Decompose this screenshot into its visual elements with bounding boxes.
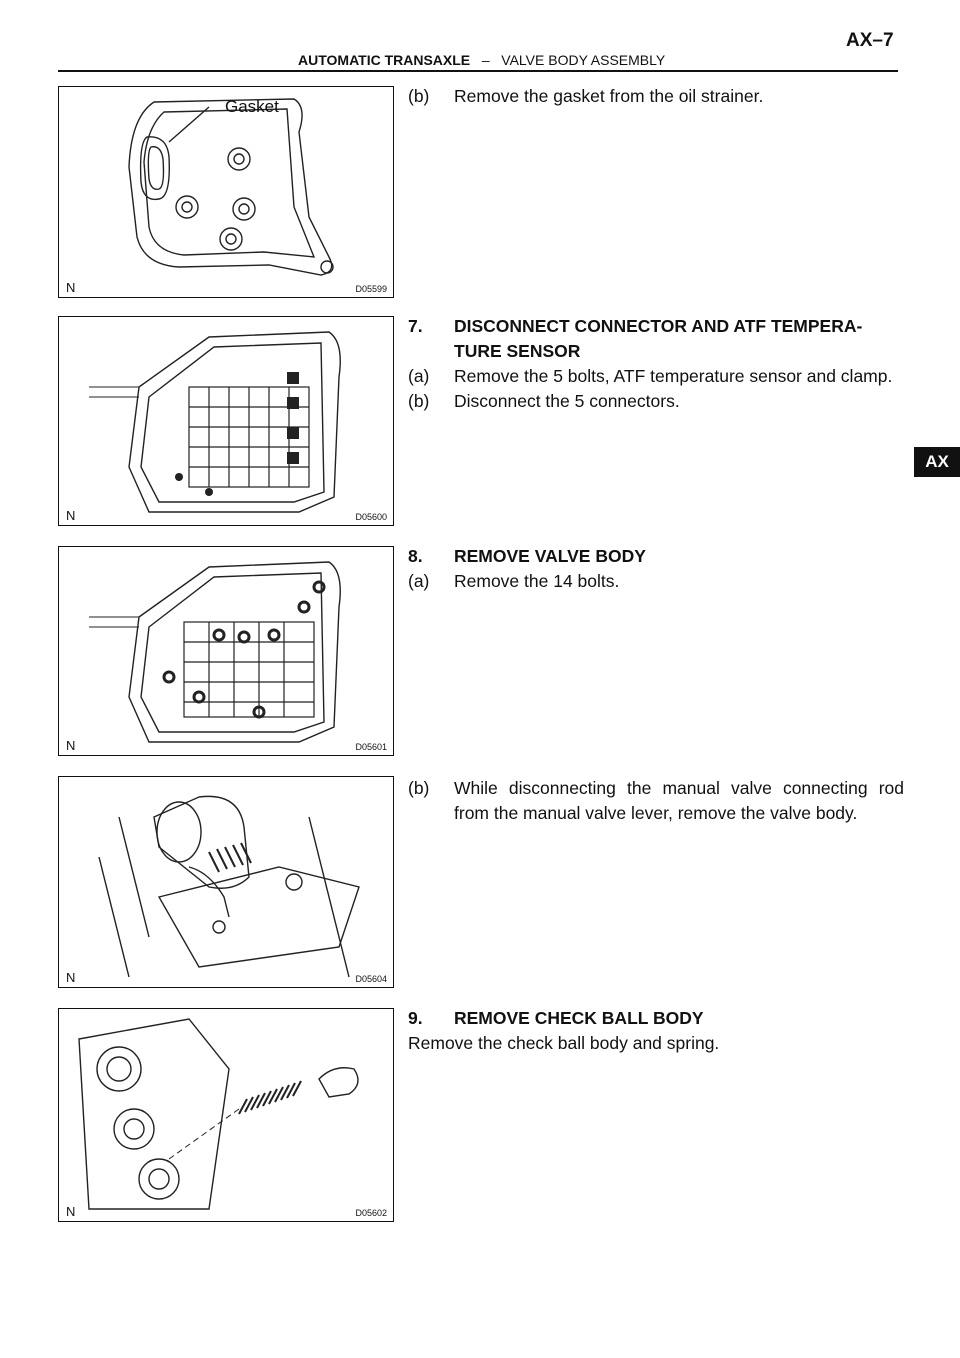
item-text: Remove the 5 bolts, ATF temperature sensor and clamp. (454, 366, 893, 386)
item-text: Remove the gasket from the oil strainer. (454, 86, 764, 106)
item-text: Disconnect the 5 connectors. (454, 391, 680, 411)
item-label: (a) (408, 571, 430, 591)
step-7 (408, 314, 904, 414)
valve-body-bolts-illustration (59, 547, 393, 755)
valve-body-illustration (59, 317, 393, 525)
item-text: Remove the 14 bolts. (454, 571, 620, 591)
section-title-dash: – (481, 52, 490, 68)
step-8 (408, 544, 904, 594)
page-code: AX–7 (846, 30, 894, 51)
figure-code: D05604 (355, 974, 387, 984)
step-number: 9. (408, 1008, 423, 1028)
step-9 (408, 1006, 904, 1056)
item-label: (b) (408, 391, 430, 411)
step-6b (408, 84, 904, 109)
header-rule (58, 70, 898, 72)
gasket-callout: Gasket (225, 97, 279, 116)
step-title: REMOVE CHECK BALL BODY (454, 1008, 704, 1028)
step-8b (408, 776, 904, 826)
figure-n-label: N (66, 1204, 76, 1219)
section-title (298, 52, 665, 68)
step-title: REMOVE VALVE BODY (454, 546, 646, 566)
step-title-line1: DISCONNECT CONNECTOR AND ATF TEMPERA- (454, 316, 863, 336)
item-text: While disconnecting the manual valve connecting rod from the manual valve lever, remove the valve body. (454, 778, 904, 823)
figure-n-label: N (66, 970, 76, 985)
figure-code: D05602 (355, 1208, 387, 1218)
figure-valve-body-connectors (58, 316, 394, 526)
step-number: 7. (408, 316, 423, 336)
figure-check-ball (58, 1008, 394, 1222)
figure-code: D05599 (355, 284, 387, 294)
figure-valve-body-bolts (58, 546, 394, 756)
figure-code: D05600 (355, 512, 387, 522)
figure-n-label: N (66, 508, 76, 523)
section-title-main: AUTOMATIC TRANSAXLE (298, 52, 471, 68)
figure-gasket (58, 86, 394, 298)
step-text: Remove the check ball body and spring. (408, 1033, 720, 1053)
item-label: (a) (408, 366, 430, 386)
figure-n-label: N (66, 280, 76, 295)
figure-code: D05601 (355, 742, 387, 752)
gasket-illustration (59, 87, 393, 297)
step-number: 8. (408, 546, 423, 566)
section-tab: AX (914, 447, 960, 477)
step-title-line2: TURE SENSOR (454, 341, 581, 361)
manual-valve-illustration (59, 777, 393, 987)
figure-manual-valve (58, 776, 394, 988)
section-title-sub: VALVE BODY ASSEMBLY (501, 52, 666, 68)
figure-n-label: N (66, 738, 76, 753)
check-ball-illustration (59, 1009, 393, 1221)
item-label: (b) (408, 86, 430, 106)
item-label: (b) (408, 778, 430, 798)
